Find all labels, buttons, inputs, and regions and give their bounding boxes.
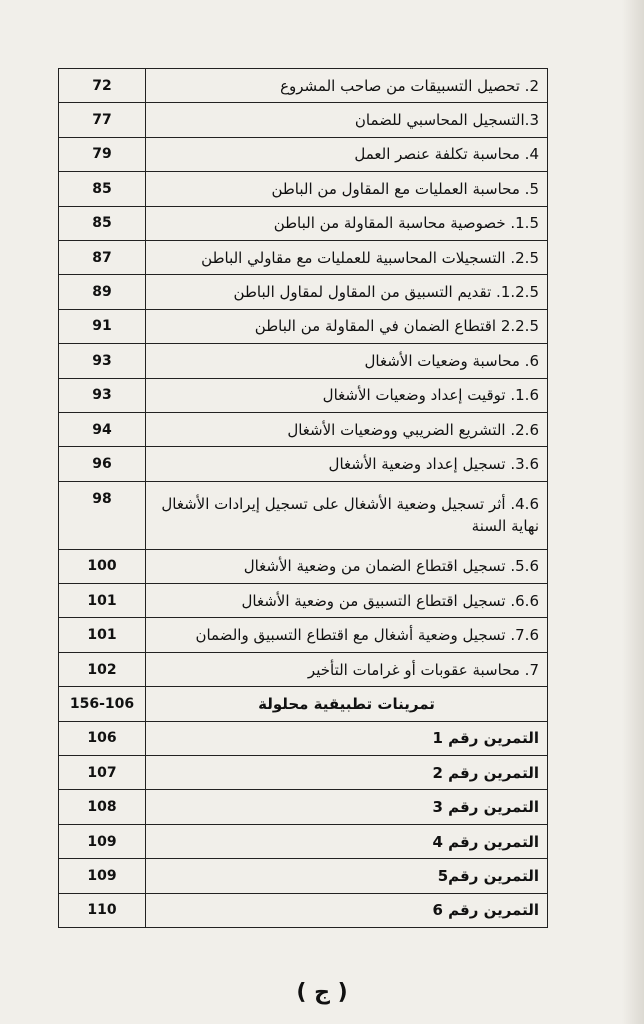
- toc-entry-title: 2.6. التشريع الضريبي ووضعيات الأشغال: [146, 412, 548, 446]
- toc-row: [59, 618, 548, 652]
- toc-entry-title: 3.6. تسجيل إعداد وضعية الأشغال: [146, 447, 548, 481]
- toc-page-number: 94: [59, 412, 146, 446]
- toc-section-heading: تمرينات تطبيقية محلولة: [146, 687, 548, 721]
- toc-page-number: 85: [59, 172, 146, 206]
- toc-row: [59, 309, 548, 343]
- toc-row: [59, 412, 548, 446]
- toc-page-number: 156-106: [59, 687, 146, 721]
- toc-entry-title: 6. محاسبة وضعيات الأشغال: [146, 344, 548, 378]
- toc-entry-title: التمرين رقم5: [146, 859, 548, 893]
- toc-row: [59, 549, 548, 583]
- toc-page-number: 106: [59, 721, 146, 755]
- toc-row: [59, 172, 548, 206]
- toc-row: [59, 378, 548, 412]
- toc-page-number: 77: [59, 103, 146, 137]
- toc-page-number: 101: [59, 584, 146, 618]
- toc-entry-title: 4.6. أثر تسجيل وضعية الأشغال على تسجيل إيرادات الأشغال نهاية السنة: [146, 481, 548, 549]
- toc-entry-title: 2. تحصيل التسبيقات من صاحب المشروع: [146, 69, 548, 103]
- toc-entry-title: 2.2.5 اقتطاع الضمان في المقاولة من الباطن: [146, 309, 548, 343]
- toc-entry-title: 5. محاسبة العمليات مع المقاول من الباطن: [146, 172, 548, 206]
- toc-page-number: 93: [59, 344, 146, 378]
- toc-row: [59, 240, 548, 274]
- toc-page-number: 109: [59, 824, 146, 858]
- toc-page-number: 89: [59, 275, 146, 309]
- toc-page-number: 102: [59, 652, 146, 686]
- toc-entry-title: 7. محاسبة عقوبات أو غرامات التأخير: [146, 652, 548, 686]
- toc-entry-title: 4. محاسبة تكلفة عنصر العمل: [146, 137, 548, 171]
- toc-page-number: 110: [59, 893, 146, 927]
- toc-page-number: 109: [59, 859, 146, 893]
- toc-entry-title: التمرين رقم 4: [146, 824, 548, 858]
- toc-page-number: 79: [59, 137, 146, 171]
- toc-entry-title: 1.2.5. تقديم التسبيق من المقاول لمقاول الباطن: [146, 275, 548, 309]
- toc-row: [59, 344, 548, 378]
- toc-page-number: 85: [59, 206, 146, 240]
- page-marker: ( ج ): [296, 980, 348, 1005]
- toc-row: [59, 756, 548, 790]
- toc-row: [59, 275, 548, 309]
- toc-row: [59, 721, 548, 755]
- toc-page-number: 101: [59, 618, 146, 652]
- toc-entry-title: التمرين رقم 1: [146, 721, 548, 755]
- toc-page-number: 96: [59, 447, 146, 481]
- toc-row: [59, 584, 548, 618]
- toc-entry-title: 7.6. تسجيل وضعية أشغال مع اقتطاع التسبيق والضمان: [146, 618, 548, 652]
- toc-entry-title: 1.6. توقيت إعداد وضعيات الأشغال: [146, 378, 548, 412]
- toc-entry-title: 6.6. تسجيل اقتطاع التسبيق من وضعية الأشغال: [146, 584, 548, 618]
- toc-row: [59, 824, 548, 858]
- toc-entry-title: 1.5. خصوصية محاسبة المقاولة من الباطن: [146, 206, 548, 240]
- toc-entry-title: 5.6. تسجيل اقتطاع الضمان من وضعية الأشغال: [146, 549, 548, 583]
- toc-row: [59, 790, 548, 824]
- toc-page-number: 87: [59, 240, 146, 274]
- toc-page-number: 91: [59, 309, 146, 343]
- toc-row: [59, 103, 548, 137]
- toc-row: [59, 687, 548, 721]
- toc-entry-title: 2.5. التسجيلات المحاسبية للعمليات مع مقاولي الباطن: [146, 240, 548, 274]
- toc-entry-title: التمرين رقم 6: [146, 893, 548, 927]
- toc-row: [59, 206, 548, 240]
- toc-row: [59, 652, 548, 686]
- page-edge-shadow: [622, 0, 644, 1024]
- toc-page-number: 100: [59, 549, 146, 583]
- toc-entry-title: التمرين رقم 3: [146, 790, 548, 824]
- toc-page-number: 108: [59, 790, 146, 824]
- toc-page-number: 107: [59, 756, 146, 790]
- toc-page-number: 98: [59, 481, 146, 549]
- toc-page-number: 93: [59, 378, 146, 412]
- toc-row: [59, 481, 548, 549]
- toc-row: [59, 447, 548, 481]
- toc-row: [59, 137, 548, 171]
- toc-table: [58, 68, 548, 928]
- toc-row: [59, 893, 548, 927]
- toc-row: [59, 69, 548, 103]
- toc-entry-title: التمرين رقم 2: [146, 756, 548, 790]
- toc-page-number: 72: [59, 69, 146, 103]
- toc-entry-title: 3.التسجيل المحاسبي للضمان: [146, 103, 548, 137]
- toc-row: [59, 859, 548, 893]
